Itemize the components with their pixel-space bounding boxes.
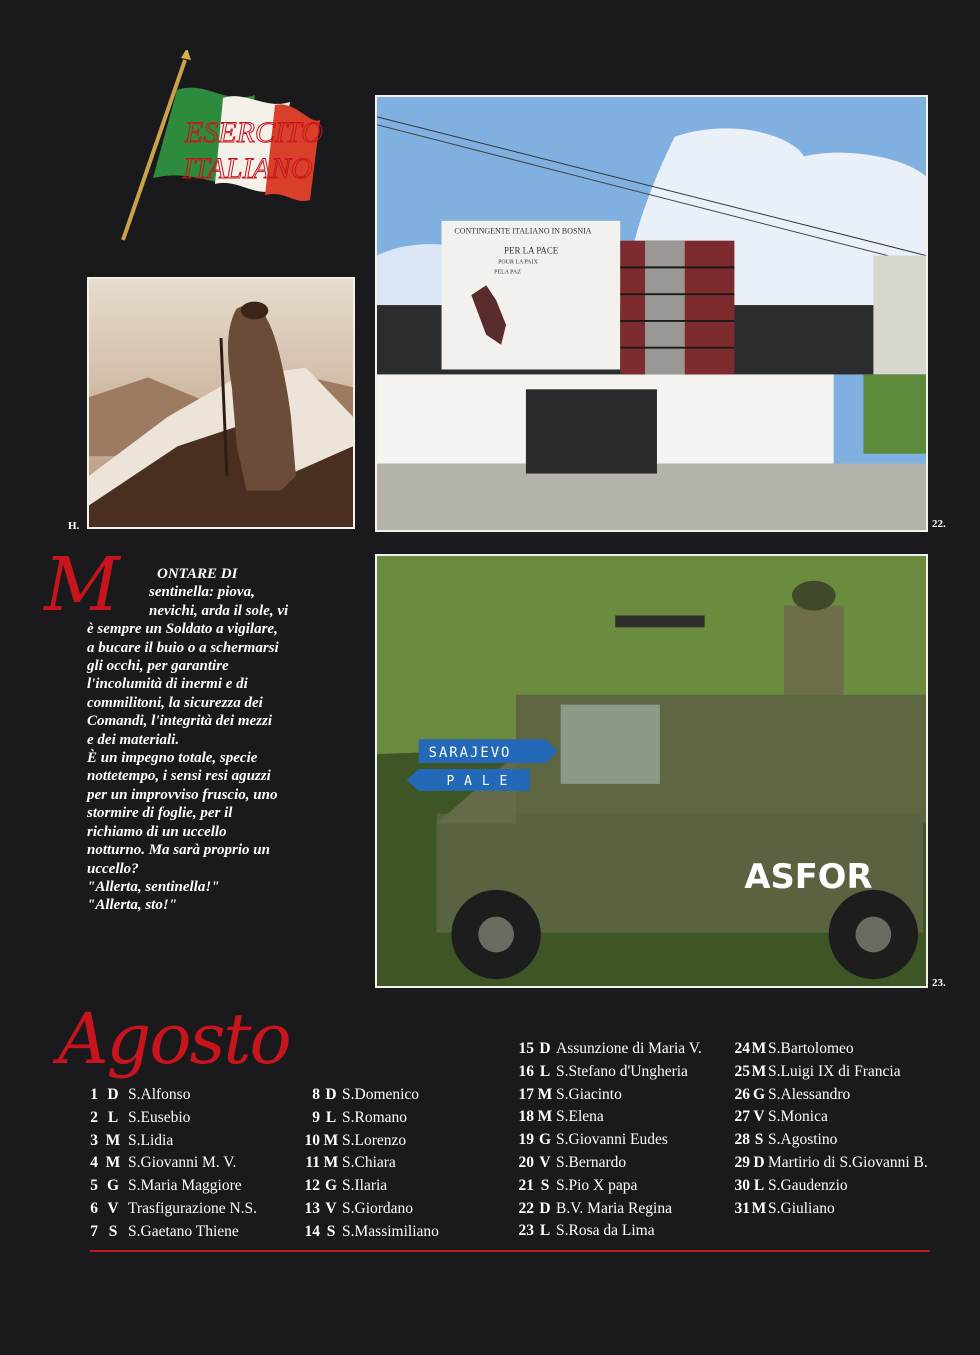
calendar-day-row — [510, 1177, 702, 1200]
day-number: 11 — [305, 1154, 320, 1172]
poem-line: "Allerta, sentinella!" — [87, 878, 220, 895]
poem-line: nevichi, arda il sole, vi — [149, 602, 289, 619]
day-number: 20 — [518, 1153, 534, 1171]
esercito-italiano-logo — [115, 50, 345, 250]
svg-text:PER LA PACE: PER LA PACE — [504, 245, 559, 256]
calendar-column — [298, 1086, 439, 1246]
day-number: 25 — [734, 1062, 750, 1080]
calendar-day-row — [78, 1154, 257, 1177]
poem-line: richiamo di un uccello — [87, 823, 227, 840]
svg-text:CONTINGENTE ITALIANO IN BOSNIA: CONTINGENTE ITALIANO IN BOSNIA — [454, 226, 592, 236]
day-number: 15 — [518, 1040, 534, 1057]
saint-name: S.Alessandro — [768, 1085, 851, 1103]
saint-name: S.Pio X papa — [556, 1176, 638, 1194]
calendar-day-row — [78, 1200, 257, 1223]
calendar-day-row — [726, 1154, 928, 1177]
weekday-letter: G — [538, 1131, 552, 1149]
weekday-letter: G — [324, 1177, 338, 1195]
saint-name: S.Bartolomeo — [768, 1040, 854, 1057]
calendar-day-row — [726, 1131, 928, 1154]
calendar-day-row — [298, 1109, 439, 1132]
photo-h-caption: H. — [68, 520, 80, 532]
poem-line: commilitoni, la sicurezza dei — [87, 694, 263, 711]
day-number: 8 — [312, 1086, 320, 1103]
poem-line: "Allerta, sto!" — [87, 897, 177, 914]
svg-text:PALE: PALE — [446, 773, 518, 789]
calendar-day-row — [298, 1132, 439, 1155]
calendar-day-row — [78, 1177, 257, 1200]
day-number: 14 — [304, 1222, 320, 1240]
poem-line: sentinella: piova, — [149, 584, 255, 601]
weekday-letter: G — [106, 1177, 120, 1195]
day-number: 3 — [90, 1131, 98, 1149]
calendar-day-row — [298, 1223, 439, 1246]
day-number: 17 — [518, 1085, 534, 1103]
saint-name: S.Rosa da Lima — [556, 1222, 655, 1240]
weekday-letter: M — [105, 1131, 121, 1149]
day-number: 22 — [518, 1199, 534, 1217]
weekday-letter: M — [323, 1131, 339, 1149]
svg-text:ASFOR: ASFOR — [744, 856, 873, 896]
poem-line: È un impegno totale, specie — [87, 750, 258, 767]
saint-name: S.Ilaria — [342, 1177, 388, 1195]
svg-text:ESERCITO: ESERCITO — [185, 116, 323, 149]
calendar-day-row — [298, 1200, 439, 1223]
weekday-letter: M — [751, 1040, 767, 1057]
saint-name: S.Gaudenzio — [768, 1176, 848, 1194]
day-number: 9 — [312, 1108, 320, 1126]
calendar-day-row — [510, 1154, 702, 1177]
photo-sentinel-mountain — [87, 277, 355, 529]
saint-name: S.Stefano d'Ungheria — [556, 1062, 688, 1080]
day-number: 2 — [90, 1108, 98, 1126]
day-number: 16 — [518, 1062, 534, 1080]
svg-text:ITALIANO: ITALIANO — [183, 152, 313, 185]
saint-name: S.Alfonso — [128, 1086, 191, 1103]
calendar-day-row — [298, 1086, 439, 1109]
poem-line: Comandi, l'integrità dei mezzi — [87, 713, 273, 730]
calendar-day-row — [726, 1040, 928, 1063]
svg-text:PELA PAZ: PELA PAZ — [494, 269, 521, 276]
weekday-letter: L — [325, 1108, 337, 1126]
day-number: 29 — [734, 1153, 750, 1171]
weekday-letter: V — [107, 1199, 119, 1217]
saint-name: S.Massimiliano — [342, 1222, 439, 1240]
flag-icon — [115, 50, 345, 250]
poem-line: notturno. Ma sarà proprio un — [87, 842, 270, 859]
saint-name: B.V. Maria Regina — [556, 1199, 672, 1217]
poem-line: per un improvviso fruscio, uno — [87, 786, 278, 803]
svg-text:POUR LA PAIX: POUR LA PAIX — [498, 259, 538, 266]
poem-line: stormire di foglie, per il — [87, 805, 233, 822]
saint-name: Trasfigurazione N.S. — [128, 1199, 258, 1217]
calendar-day-row — [78, 1223, 257, 1246]
saint-name: S.Giacinto — [556, 1085, 622, 1103]
month-title: Agosto — [58, 998, 290, 1080]
poem-line: e dei materiali. — [87, 731, 180, 748]
weekday-letter: D — [107, 1086, 119, 1103]
weekday-letter: M — [751, 1062, 767, 1080]
day-number: 5 — [90, 1177, 98, 1195]
day-number: 4 — [90, 1154, 98, 1172]
weekday-letter: D — [539, 1040, 551, 1057]
calendar-column — [726, 1040, 928, 1222]
calendar-day-row — [726, 1108, 928, 1131]
weekday-letter: V — [539, 1153, 551, 1171]
saint-name: S.Monica — [768, 1108, 828, 1126]
poem-line: l'incolumità di inermi e di — [87, 676, 248, 693]
poem-line: uccello? — [87, 860, 139, 877]
svg-text:SARAJEVO: SARAJEVO — [428, 745, 512, 762]
weekday-letter: L — [107, 1108, 119, 1126]
weekday-letter: V — [325, 1199, 337, 1217]
saint-name: S.Elena — [556, 1108, 604, 1126]
saint-name: S.Bernardo — [556, 1153, 627, 1171]
weekday-letter: M — [105, 1154, 121, 1172]
weekday-letter: M — [751, 1199, 767, 1217]
calendar-day-row — [78, 1109, 257, 1132]
day-number: 31 — [734, 1199, 750, 1217]
saint-name: S.Giovanni M. V. — [128, 1154, 237, 1172]
day-number: 21 — [518, 1176, 534, 1194]
day-number: 13 — [304, 1199, 320, 1217]
calendar-day-row — [510, 1063, 702, 1086]
photo-monument-bosnia — [375, 95, 928, 532]
calendar-day-row — [78, 1132, 257, 1155]
saint-name: S.Chiara — [342, 1154, 396, 1172]
calendar-day-row — [298, 1177, 439, 1200]
day-number: 26 — [734, 1085, 750, 1103]
day-number: 10 — [304, 1131, 320, 1149]
poem-text — [87, 565, 372, 915]
weekday-letter: M — [323, 1154, 339, 1172]
poem-drop-cap: M — [44, 542, 120, 628]
calendar-day-row — [726, 1200, 928, 1223]
weekday-letter: V — [753, 1108, 765, 1126]
calendar-day-row — [510, 1222, 702, 1245]
photo-military-vehicle — [375, 554, 928, 988]
day-number: 6 — [90, 1199, 98, 1217]
saint-name: S.Eusebio — [128, 1108, 191, 1126]
saint-name: S.Romano — [342, 1108, 408, 1126]
weekday-letter: L — [753, 1176, 765, 1194]
weekday-letter: M — [537, 1085, 553, 1103]
weekday-letter: S — [540, 1176, 550, 1194]
poem-line: è sempre un Soldato a vigilare, — [87, 621, 278, 638]
calendar-day-row — [510, 1200, 702, 1223]
calendar-column — [78, 1086, 257, 1246]
saint-name: Martirio di S.Giovanni B. — [768, 1153, 928, 1171]
calendar-day-row — [726, 1086, 928, 1109]
calendar-day-row — [78, 1086, 257, 1109]
day-number: 24 — [734, 1040, 750, 1057]
weekday-letter: M — [537, 1108, 553, 1126]
calendar-day-row — [726, 1063, 928, 1086]
weekday-letter: S — [754, 1131, 764, 1149]
weekday-letter: D — [325, 1086, 337, 1103]
day-number: 12 — [304, 1177, 320, 1195]
calendar-day-row — [726, 1177, 928, 1200]
photo-22-caption: 22. — [932, 518, 946, 530]
saint-name: S.Agostino — [768, 1131, 838, 1149]
saint-name: S.Gaetano Thiene — [128, 1222, 239, 1240]
calendar-day-row — [510, 1086, 702, 1109]
day-number: 28 — [734, 1131, 750, 1149]
saint-name: S.Luigi IX di Francia — [768, 1062, 901, 1080]
weekday-letter: S — [326, 1222, 336, 1240]
weekday-letter: L — [539, 1222, 551, 1240]
poem-line: gli occhi, per garantire — [87, 658, 229, 675]
calendar-column — [510, 1040, 702, 1245]
calendar-day-row — [510, 1040, 702, 1063]
saint-name: S.Giuliano — [768, 1199, 835, 1217]
day-number: 18 — [518, 1108, 534, 1126]
divider — [90, 1250, 930, 1252]
saint-name: S.Giovanni Eudes — [556, 1131, 668, 1149]
calendar-day-row — [298, 1154, 439, 1177]
day-number: 19 — [518, 1131, 534, 1149]
day-number: 30 — [734, 1176, 750, 1194]
day-number: 23 — [518, 1222, 534, 1240]
weekday-letter: L — [539, 1062, 551, 1080]
day-number: 1 — [90, 1086, 98, 1103]
calendar-day-row — [510, 1108, 702, 1131]
day-number: 7 — [90, 1222, 98, 1240]
saint-name: S.Giordano — [342, 1199, 414, 1217]
poem-line: nottetempo, i sensi resi aguzzi — [87, 768, 271, 785]
poem-line: a bucare il buio o a schermarsi — [87, 639, 279, 656]
weekday-letter: G — [752, 1085, 766, 1103]
weekday-letter: D — [753, 1153, 765, 1171]
saint-name: S.Domenico — [342, 1086, 420, 1103]
saint-name: Assunzione di Maria V. — [556, 1040, 702, 1057]
photo-23-caption: 23. — [932, 977, 946, 989]
saint-name: S.Maria Maggiore — [128, 1177, 242, 1195]
day-number: 27 — [734, 1108, 750, 1126]
saint-name: S.Lidia — [128, 1131, 174, 1149]
weekday-letter: S — [108, 1222, 118, 1240]
weekday-letter: D — [539, 1199, 551, 1217]
saint-name: S.Lorenzo — [342, 1131, 407, 1149]
poem-line: ONTARE DI — [157, 566, 238, 582]
calendar-day-row — [510, 1131, 702, 1154]
